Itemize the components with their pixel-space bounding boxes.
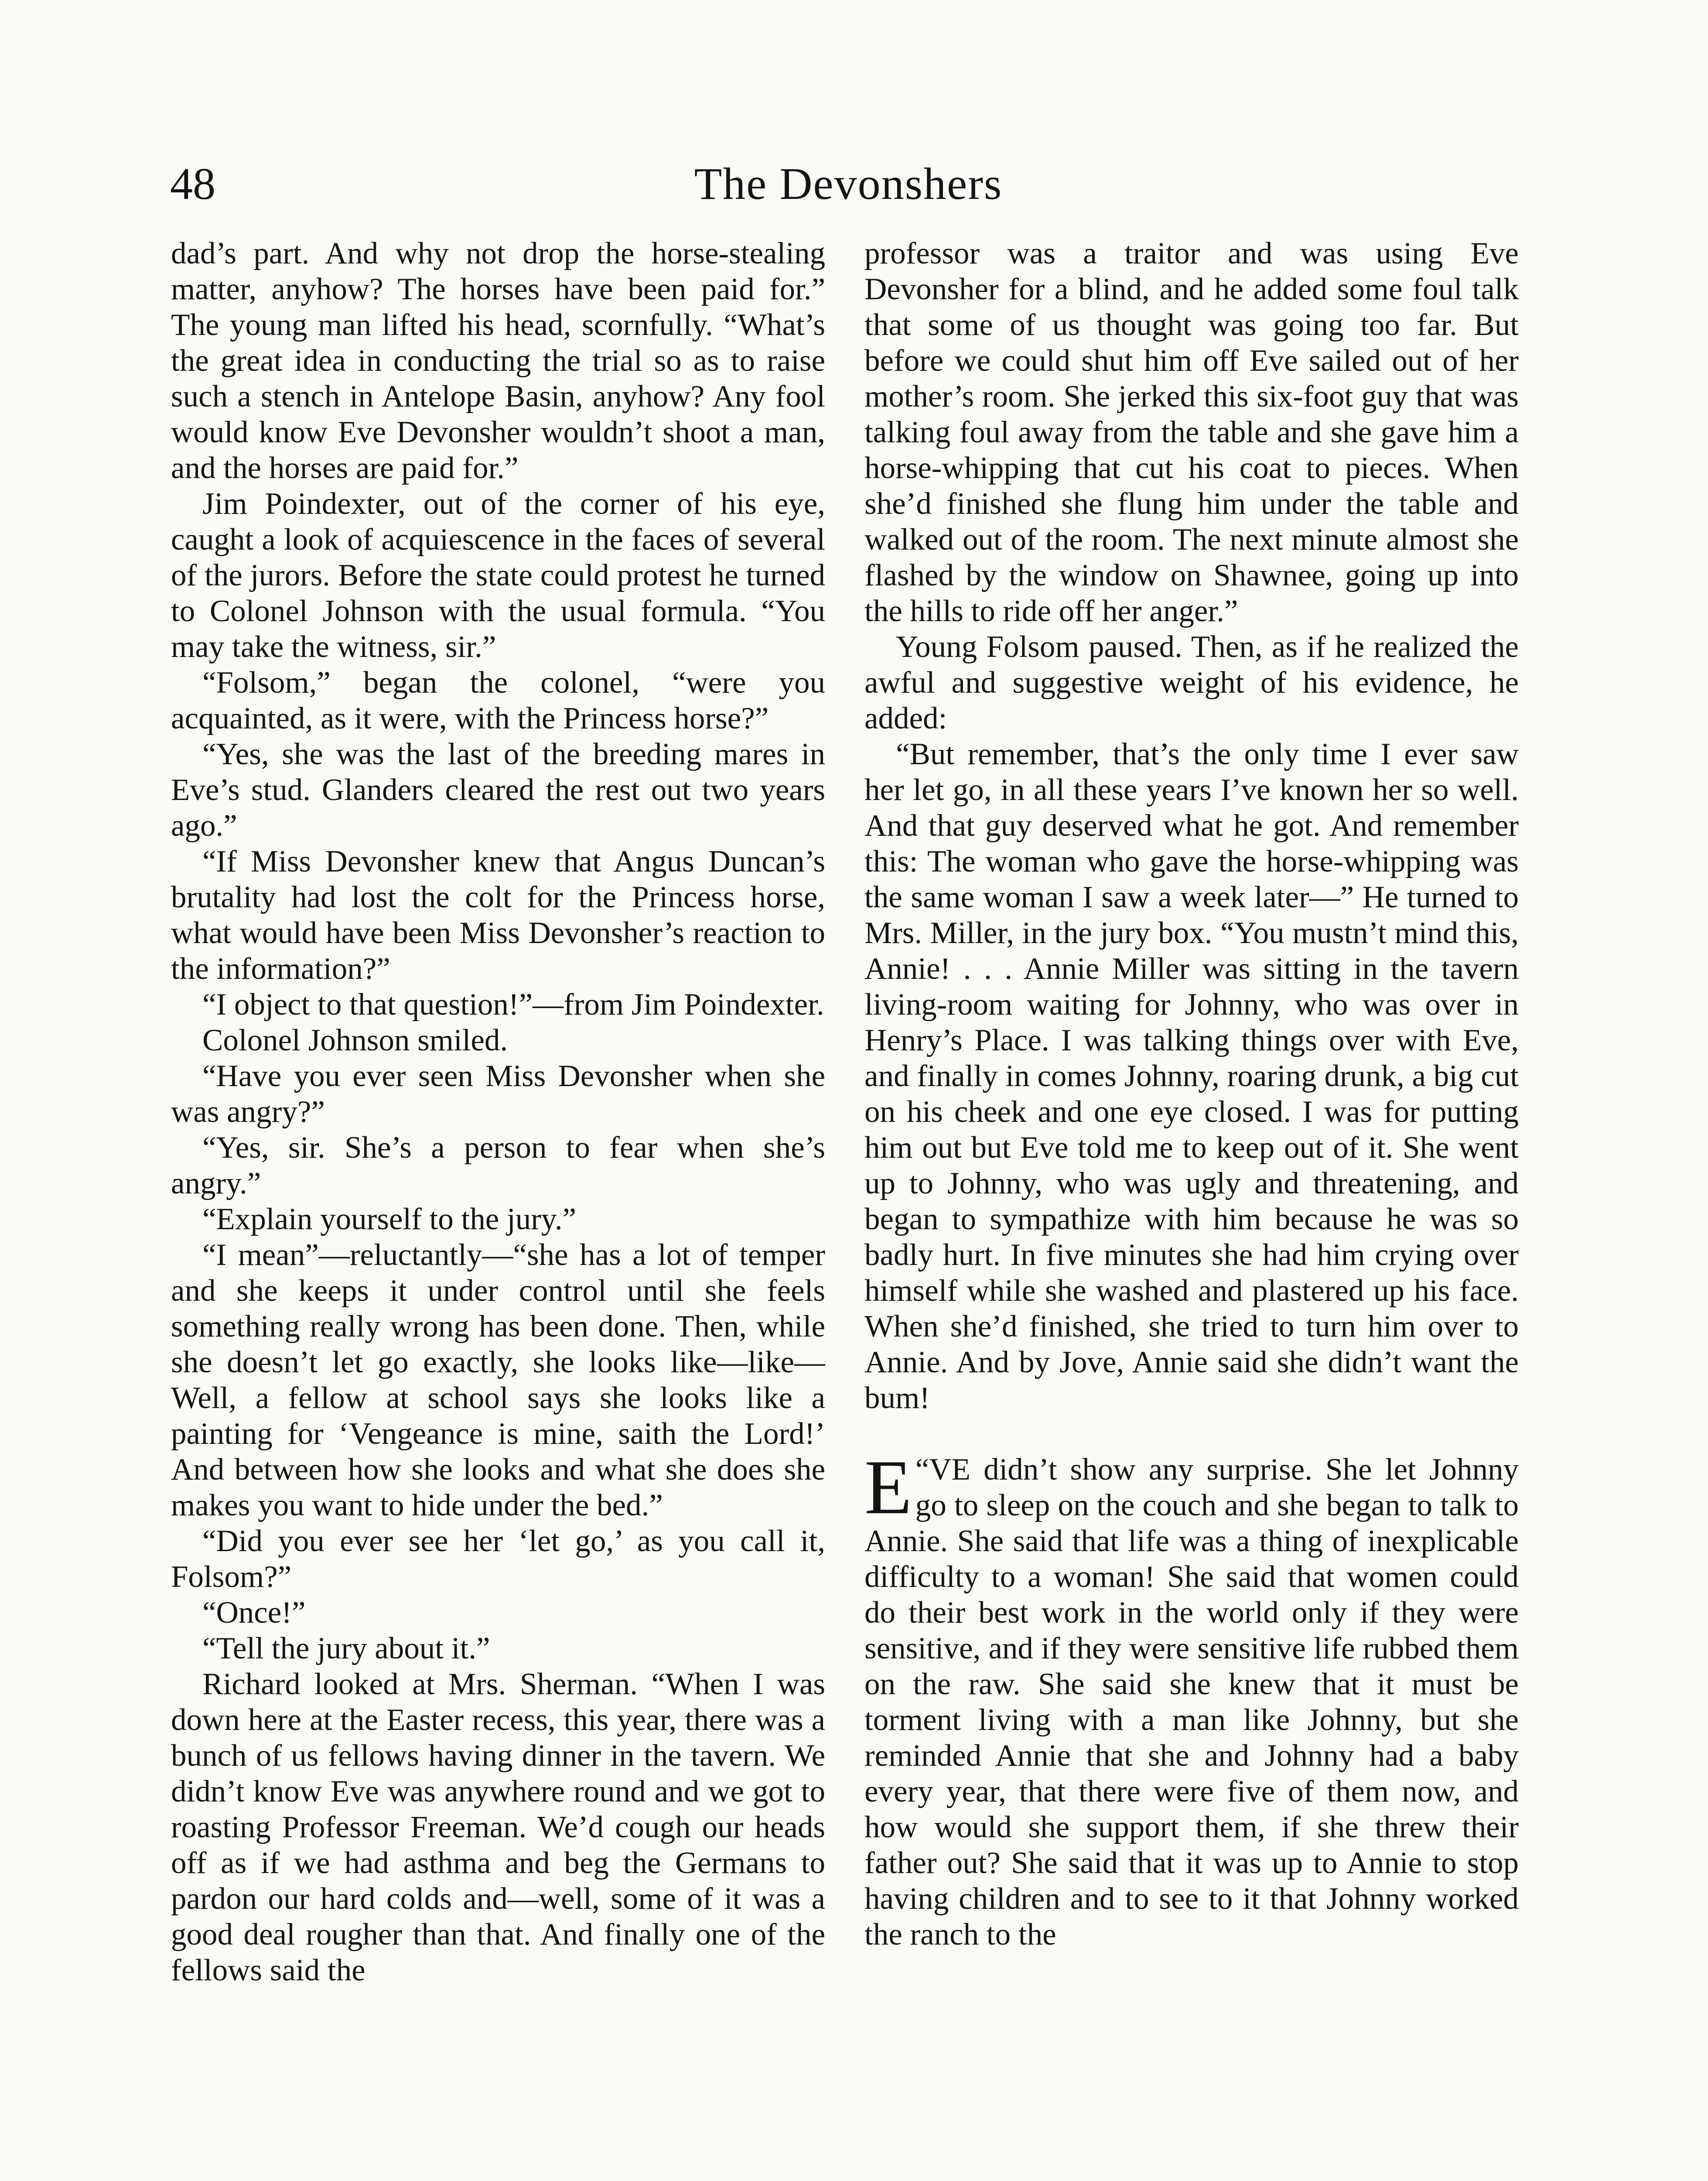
- paragraph: Jim Poindexter, out of the corner of his eye, caught a look of acquiescence in the faces of several of the jurors. Before the state could protest he turned to Colonel Johnson with the usual formula. “You may take the witness, sir.”: [171, 487, 825, 664]
- paragraph: “Yes, sir. She’s a person to fear when she’s angry.”: [171, 1131, 825, 1200]
- paragraph: “Tell the jury about it.”: [202, 1631, 490, 1665]
- open-quote: “: [915, 1453, 929, 1487]
- paragraph: “Did you ever see her ‘let go,’ as you call it, Folsom?”: [171, 1524, 825, 1594]
- paragraph: “But remember, that’s the only time I ever saw her let go, in all these years I’ve known her so well. And that guy deserved what he got. And remember this: The woman who gave the horse-whipping was the same woman I saw a week later—” He turned to Mrs. Miller, in the jury box. “You mustn’t mind this, Annie! . . . Annie Miller was sitting in the tavern living-room waiting for Johnny, who was over in Henry’s Place. I was talking things over with Eve, and finally in comes Johnny, roaring drunk, a big cut on his cheek and one eye closed. I was for putting him out but Eve told me to keep out of it. She went up to Johnny, who was ugly and threatening, and began to sympathize with him because he was so badly hurt. In five minutes she had him crying over himself while she washed and plastered up his face. When she’d finished, she tried to turn him over to Annie. And by Jove, Annie said she didn’t want the bum!: [864, 737, 1519, 1415]
- paragraph: “Once!”: [202, 1596, 306, 1630]
- running-title: The Devonshers: [694, 159, 1003, 209]
- paragraph: Colonel Johnson smiled.: [202, 1023, 508, 1057]
- paragraph: dad’s part. And why not drop the horse-stealing matter, anyhow? The horses have been paid for.” The young man lifted his head, scornfully. “What’s the great idea in conducting the trial so as to raise such a stench in Antelope Basin, anyhow? Any fool would know Eve Devonsher wouldn’t shoot a man, and the horses are paid for.”: [171, 236, 825, 485]
- paragraph: “Explain yourself to the jury.”: [202, 1202, 576, 1236]
- paragraph: “If Miss Devonsher knew that Angus Duncan’s brutality had lost the colt for the Princess horse, what would have been Miss Devonsher’s reaction to the information?”: [171, 844, 825, 986]
- paragraph: “I object to that question!”—from Jim Poindexter.: [202, 988, 824, 1022]
- page-number: 48: [170, 159, 215, 209]
- left-column: [171, 236, 825, 1988]
- drop-cap: E: [864, 1444, 912, 1530]
- paragraph: Young Folsom paused. Then, as if he realized the awful and suggestive weight of his evidence, he added:: [864, 630, 1519, 735]
- paragraph: “Have you ever seen Miss Devonsher when she was angry?”: [171, 1059, 825, 1129]
- right-column: [864, 236, 1519, 1952]
- paragraph: “Yes, she was the last of the breeding mares in Eve’s stud. Glanders cleared the rest out two years ago.”: [171, 737, 825, 843]
- section-text: VE didn’t show any surprise. She let Johnny go to sleep on the couch and she began to talk to Annie. She said that life was a thing of inexplicable difficulty to a woman! She said that women could do their best work in the world only if they were sensitive, and if they were sensitive life rubbed them on the raw. She said she knew that it must be torment living with a man like Johnny, but she reminded Annie that she and Johnny had a baby every year, that there were five of them now, and how would she support them, if she threw their father out? She said that it was up to Annie to stop having children and to see to it that Johnny worked the ranch to the: [864, 1453, 1519, 1952]
- paragraph: Richard looked at Mrs. Sherman. “When I was down here at the Easter recess, this year, there was a bunch of us fellows having dinner in the tavern. We didn’t know Eve was anywhere round and we got to roasting Professor Freeman. We’d cough our heads off as if we had asthma and beg the Germans to pardon our hard colds and—well, some of it was a good deal rougher than that. And finally one of the fellows said the: [171, 1667, 825, 1987]
- section-opening-paragraph: [864, 1444, 1519, 1952]
- page-header: [170, 161, 1527, 231]
- paragraph: “Folsom,” began the colonel, “were you acquainted, as it were, with the Princess horse?”: [171, 666, 825, 735]
- paragraph: professor was a traitor and was using Eve Devonsher for a blind, and he added some foul talk that some of us thought was going too far. But before we could shut him off Eve sailed out of her mother’s room. She jerked this six-foot guy that was talking foul away from the table and she gave him a horse-whipping that cut his coat to pieces. When she’d finished she flung him under the table and walked out of the room. The next minute almost she flashed by the window on Shawnee, going up into the hills to ride off her anger.”: [864, 236, 1519, 628]
- paragraph: “I mean”—reluctantly—“she has a lot of temper and she keeps it under control until she feels something really wrong has been done. Then, while she doesn’t let go exactly, she looks like—like— Well, a fellow at school says she looks like a painting for ‘Vengeance is mine, saith the Lord!’ And between how she looks and what she does she makes you want to hide under the bed.”: [171, 1238, 825, 1522]
